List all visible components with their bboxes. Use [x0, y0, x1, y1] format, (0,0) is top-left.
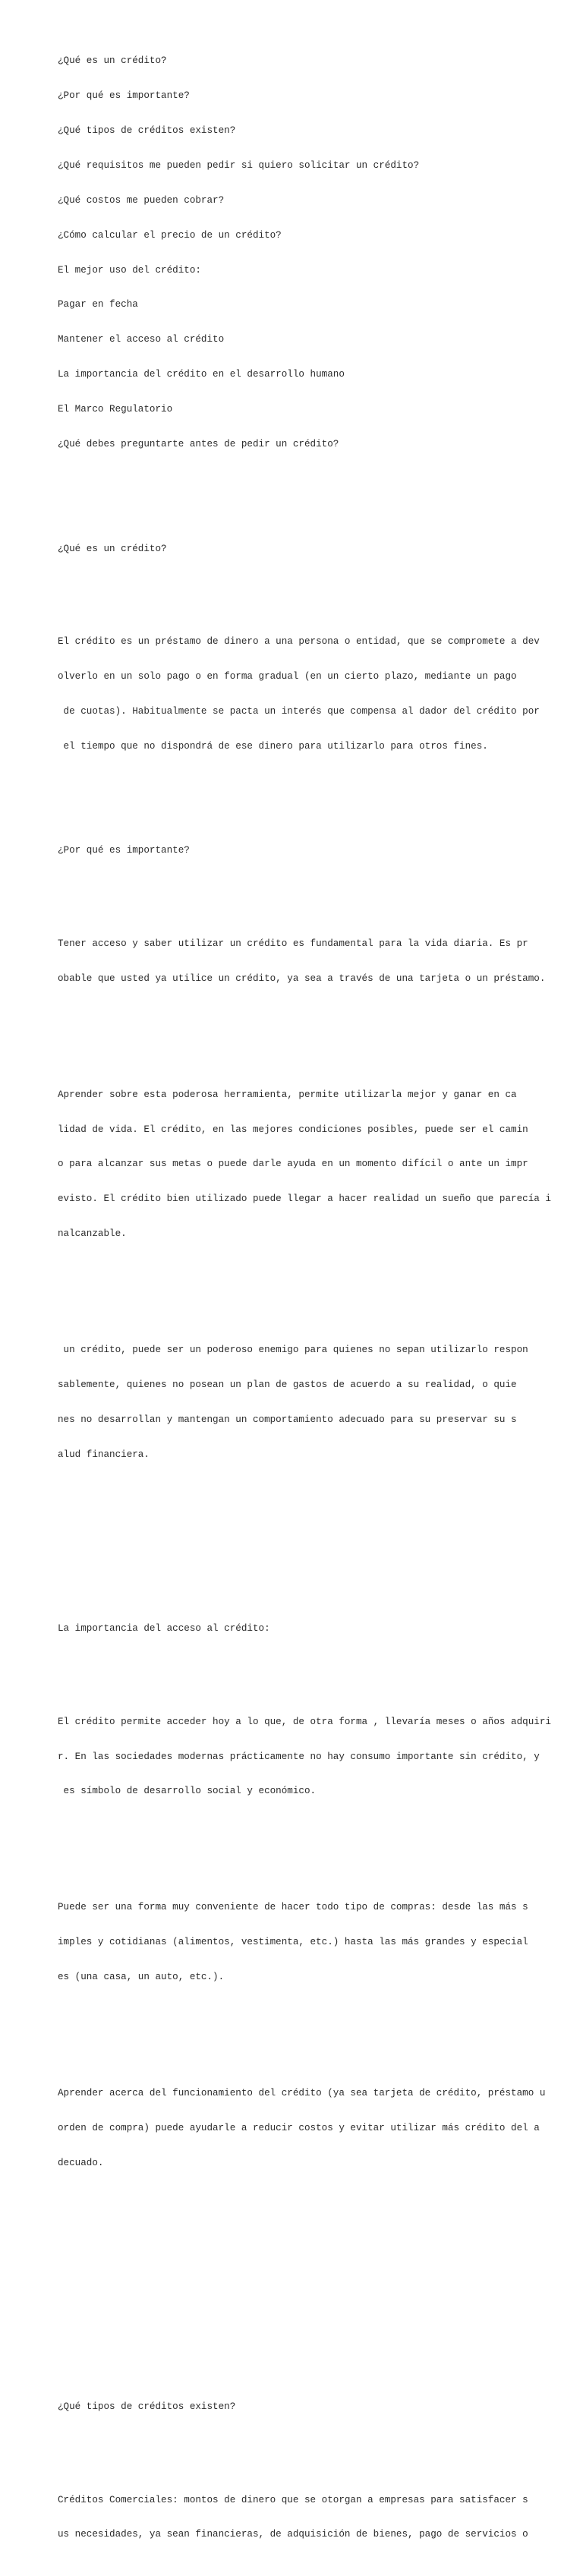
- paragraph-line: un crédito, puede ser un poderoso enemigo para quienes no sepan utilizarlo respon: [58, 1345, 528, 1356]
- table-of-contents: [58, 33, 574, 474]
- paragraph-line: de cuotas). Habitualmente se pacta un interés que compensa al dador del crédito por: [58, 705, 540, 717]
- blank-line: [58, 579, 574, 590]
- paragraph: [58, 1879, 574, 2007]
- paragraph: [58, 1066, 574, 1263]
- paragraph: [58, 915, 574, 1007]
- toc-item: ¿Qué requisitos me pueden pedir si quiero solicitar un crédito?: [58, 159, 420, 171]
- paragraph: [58, 1693, 574, 1821]
- paragraph-line: o para alcanzar sus metas o puede darle ayuda en un momento difícil o ante un impr: [58, 1159, 528, 1170]
- paragraph-line: El crédito es un préstamo de dinero a una persona o entidad, que se compromete a dev: [58, 636, 540, 648]
- blank-line: [58, 2228, 574, 2239]
- section-heading: ¿Qué tipos de créditos existen?: [58, 2401, 236, 2413]
- toc-item: Mantener el acceso al crédito: [58, 334, 225, 345]
- blank-line: [58, 1519, 574, 1531]
- toc-item: La importancia del crédito en el desarrollo humano: [58, 369, 345, 380]
- toc-item: ¿Qué es un crédito?: [58, 55, 167, 67]
- blank-line: [58, 2436, 574, 2448]
- blank-line: [58, 810, 574, 821]
- blank-line: [58, 1844, 574, 1856]
- paragraph-line: decuado.: [58, 2157, 104, 2168]
- paragraph-line: us necesidades, ya sean financieras, de adquisición de bienes, pago de servicios o: [58, 2529, 528, 2540]
- paragraph-line: Aprender acerca del funcionamiento del crédito (ya sea tarjeta de crédito, préstamo u: [58, 2088, 546, 2099]
- paragraph-line: alud financiera.: [58, 1449, 150, 1460]
- blank-line: [58, 2030, 574, 2042]
- paragraph: [58, 613, 574, 775]
- paragraph-line: evisto. El crédito bien utilizado puede llegar a hacer realidad un sueño que parecía i: [58, 1193, 551, 1205]
- paragraph-line: Tener acceso y saber utilizar un crédito es fundamental para la vida diaria. Es pr: [58, 938, 528, 949]
- blank-line: [58, 2366, 574, 2378]
- blank-line: [58, 1287, 574, 1298]
- paragraph-line: es símbolo de desarrollo social y económico.: [58, 1786, 317, 1797]
- blank-line: [58, 2262, 574, 2274]
- paragraph-line: Aprender sobre esta poderosa herramienta, permite utilizarla mejor y ganar en ca: [58, 1089, 517, 1100]
- blank-line: [58, 2297, 574, 2308]
- paragraph-line: el tiempo que no dispondrá de ese dinero para utilizarlo para otros fines.: [58, 740, 488, 752]
- paragraph-line: es (una casa, un auto, etc.).: [58, 1972, 225, 1983]
- toc-item: ¿Por qué es importante?: [58, 90, 190, 102]
- blank-line: [58, 880, 574, 891]
- blank-line: [58, 1553, 574, 1565]
- paragraph-line: El crédito permite acceder hoy a lo que, de otra forma , llevaría meses o años adquiri: [58, 1716, 551, 1727]
- section-heading: ¿Qué es un crédito?: [58, 543, 167, 554]
- blank-line: [58, 1588, 574, 1600]
- section-heading: La importancia del acceso al crédito:: [58, 1623, 270, 1635]
- paragraph-line: lidad de vida. El crédito, en las mejores condiciones posibles, puede ser el camin: [58, 1124, 528, 1135]
- paragraph-line: nes no desarrollan y mantengan un comportamiento adecuado para su preservar su s: [58, 1414, 517, 1425]
- toc-item: ¿Qué tipos de créditos existen?: [58, 125, 236, 136]
- toc-item: Pagar en fecha: [58, 299, 138, 311]
- paragraph: [58, 2471, 574, 2564]
- section-heading: ¿Por qué es importante?: [58, 845, 190, 856]
- paragraph-line: imples y cotidianas (alimentos, vestimenta, etc.) hasta las más grandes y especial: [58, 1937, 528, 1948]
- blank-line: [58, 2332, 574, 2343]
- paragraph-line: nalcanzable.: [58, 1228, 127, 1240]
- toc-item: El Marco Regulatorio: [58, 404, 173, 415]
- paragraph-line: orden de compra) puede ayudarle a reducir costos y evitar utilizar más crédito del a: [58, 2123, 540, 2134]
- toc-item: El mejor uso del crédito:: [58, 264, 201, 276]
- toc-item: ¿Qué costos me pueden cobrar?: [58, 194, 225, 206]
- paragraph-line: sablemente, quienes no posean un plan de gastos de acuerdo a su realidad, o quie: [58, 1379, 517, 1391]
- toc-item: ¿Qué debes preguntarte antes de pedir un crédito?: [58, 438, 339, 449]
- paragraph-line: Puede ser una forma muy conveniente de hacer todo tipo de compras: desde las más s: [58, 1902, 528, 1913]
- blank-line: [58, 509, 574, 520]
- toc-item: ¿Cómo calcular el precio de un crédito?: [58, 229, 282, 241]
- blank-line: [58, 1658, 574, 1670]
- paragraph: [58, 2065, 574, 2193]
- document-page: [58, 9, 574, 2576]
- paragraph-line: obable que usted ya utilice un crédito, ya sea a través de una tarjeta o un préstamo.: [58, 973, 546, 984]
- blank-line: [58, 1031, 574, 1042]
- paragraph-line: Créditos Comerciales: montos de dinero que se otorgan a empresas para satisfacer s: [58, 2494, 528, 2505]
- paragraph-line: olverlo en un solo pago o en forma gradual (en un cierto plazo, mediante un pago: [58, 670, 517, 682]
- paragraph-line: r. En las sociedades modernas prácticamente no hay consumo importante sin crédito, y: [58, 1751, 540, 1762]
- paragraph: [58, 1322, 574, 1484]
